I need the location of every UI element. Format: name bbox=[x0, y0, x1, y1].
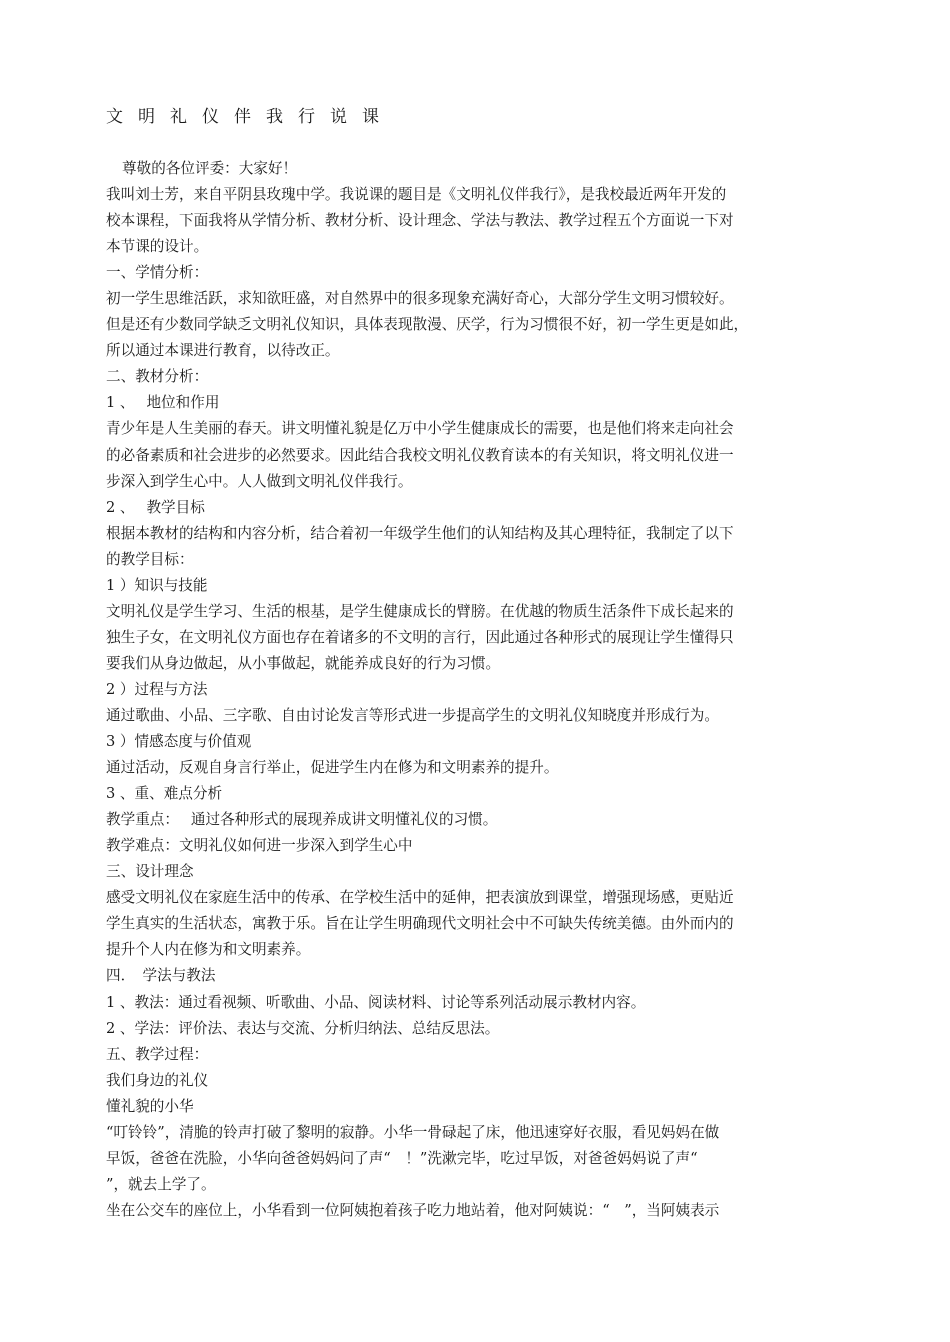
text-line: 懂礼貌的小华 bbox=[106, 1097, 194, 1115]
text-line: 2 、学法：评价法、表达与交流、分析归纳法、总结反思法。 bbox=[106, 1019, 500, 1037]
text-line: 3 ）情感态度与价值观 bbox=[106, 733, 252, 751]
text-line: 本节课的设计。 bbox=[106, 238, 209, 256]
text-line: 3 、重、难点分析 bbox=[106, 785, 223, 803]
text-line: 要我们从身边做起，从小事做起，就能养成良好的行为习惯。 bbox=[106, 654, 501, 672]
text-line: 所以通过本课进行教育，以待改正。 bbox=[106, 342, 340, 360]
text-line: 1 、 地位和作用 bbox=[106, 394, 220, 412]
text-line: 青少年是人生美丽的春天。讲文明懂礼貌是亿万中小学生健康成长的需要，也是他们将来走向社会 bbox=[106, 420, 734, 438]
text-line: 四． 学法与教法 bbox=[106, 967, 216, 985]
text-line: 1 ）知识与技能 bbox=[106, 576, 208, 594]
text-line: “叮铃铃”，清脆的铃声打破了黎明的寂静。小华一骨碌起了床，他迅速穿好衣服，看见妈妈在做 bbox=[106, 1123, 720, 1141]
text-line: 早饭，爸爸在洗脸，小华向爸爸妈妈问了声“ ！”洗漱完毕，吃过早饭，对爸爸妈妈说了声“ bbox=[106, 1149, 698, 1167]
text-line: 2 ）过程与方法 bbox=[106, 680, 208, 698]
text-line: 感受文明礼仪在家庭生活中的传承、在学校生活中的延伸，把表演放到课堂，增强现场感，更贴近 bbox=[106, 889, 734, 907]
text-line: 1 、教法：通过看视频、听歌曲、小品、阅读材料、讨论等系列活动展示教材内容。 bbox=[106, 993, 646, 1011]
text-line: ”，就去上学了。 bbox=[106, 1175, 216, 1193]
text-line: 提升个人内在修为和文明素养。 bbox=[106, 941, 311, 959]
text-line: 二、教材分析： bbox=[106, 368, 209, 386]
text-line: 步深入到学生心中。人人做到文明礼仪伴我行。 bbox=[106, 472, 413, 490]
text-line: 我叫刘士芳，来自平阴县玫瑰中学。我说课的题目是《文明礼仪伴我行》，是我校最近两年开发的 bbox=[106, 186, 727, 204]
text-line: 根据本教材的结构和内容分析，结合着初一年级学生他们的认知结构及其心理特征，我制定了以下 bbox=[106, 524, 734, 542]
text-line: 初一学生思维活跃，求知欲旺盛，对自然界中的很多现象充满好奇心，大部分学生文明习惯较好。 bbox=[106, 290, 734, 308]
text-line: 通过歌曲、小品、三字歌、自由讨论发言等形式进一步提高学生的文明礼仪知晓度并形成行为。 bbox=[106, 706, 719, 724]
text-line: 三、设计理念 bbox=[106, 863, 194, 881]
text-line: 教学难点：文明礼仪如何进一步深入到学生心中 bbox=[106, 837, 413, 855]
text-line: 2 、 教学目标 bbox=[106, 498, 205, 516]
text-line: 文明礼仪是学生学习、生活的根基，是学生健康成长的臂膀。在优越的物质生活条件下成长起来的 bbox=[106, 602, 734, 620]
text-line: 尊敬的各位评委：大家好！ bbox=[122, 160, 298, 177]
text-line: 通过活动，反观自身言行举止，促进学生内在修为和文明素养的提升。 bbox=[106, 759, 559, 777]
text-line: 我们身边的礼仪 bbox=[106, 1071, 209, 1089]
text-line: 坐在公交车的座位上，小华看到一位阿姨抱着孩子吃力地站着，他对阿姨说：“ ”，当阿姨表示 bbox=[106, 1201, 720, 1219]
document-title: 文明礼仪伴我行说课 bbox=[106, 107, 394, 127]
text-line: 教学重点： 通过各种形式的展现养成讲文明懂礼仪的习惯。 bbox=[106, 811, 498, 829]
text-line: 的必备素质和社会进步的必然要求。因此结合我校文明礼仪教育读本的有关知识，将文明礼仪进一 bbox=[106, 446, 734, 464]
text-line: 学生真实的生活状态，寓教于乐。旨在让学生明确现代文明社会中不可缺失传统美德。由外而内的 bbox=[106, 915, 734, 933]
text-line: 一、学情分析： bbox=[106, 264, 209, 282]
text-line: 独生子女，在文明礼仪方面也存在着诸多的不文明的言行，因此通过各种形式的展现让学生懂得只 bbox=[106, 628, 734, 646]
text-line: 的教学目标： bbox=[106, 550, 194, 568]
text-line: 但是还有少数同学缺乏文明礼仪知识，具体表现散漫、厌学，行为习惯很不好，初一学生更是如此， bbox=[106, 316, 749, 334]
text-line: 五、教学过程： bbox=[106, 1045, 209, 1063]
document-body bbox=[106, 156, 848, 1224]
text-line: 校本课程，下面我将从学情分析、教材分析、设计理念、学法与教法、教学过程五个方面说一下对 bbox=[106, 212, 734, 230]
